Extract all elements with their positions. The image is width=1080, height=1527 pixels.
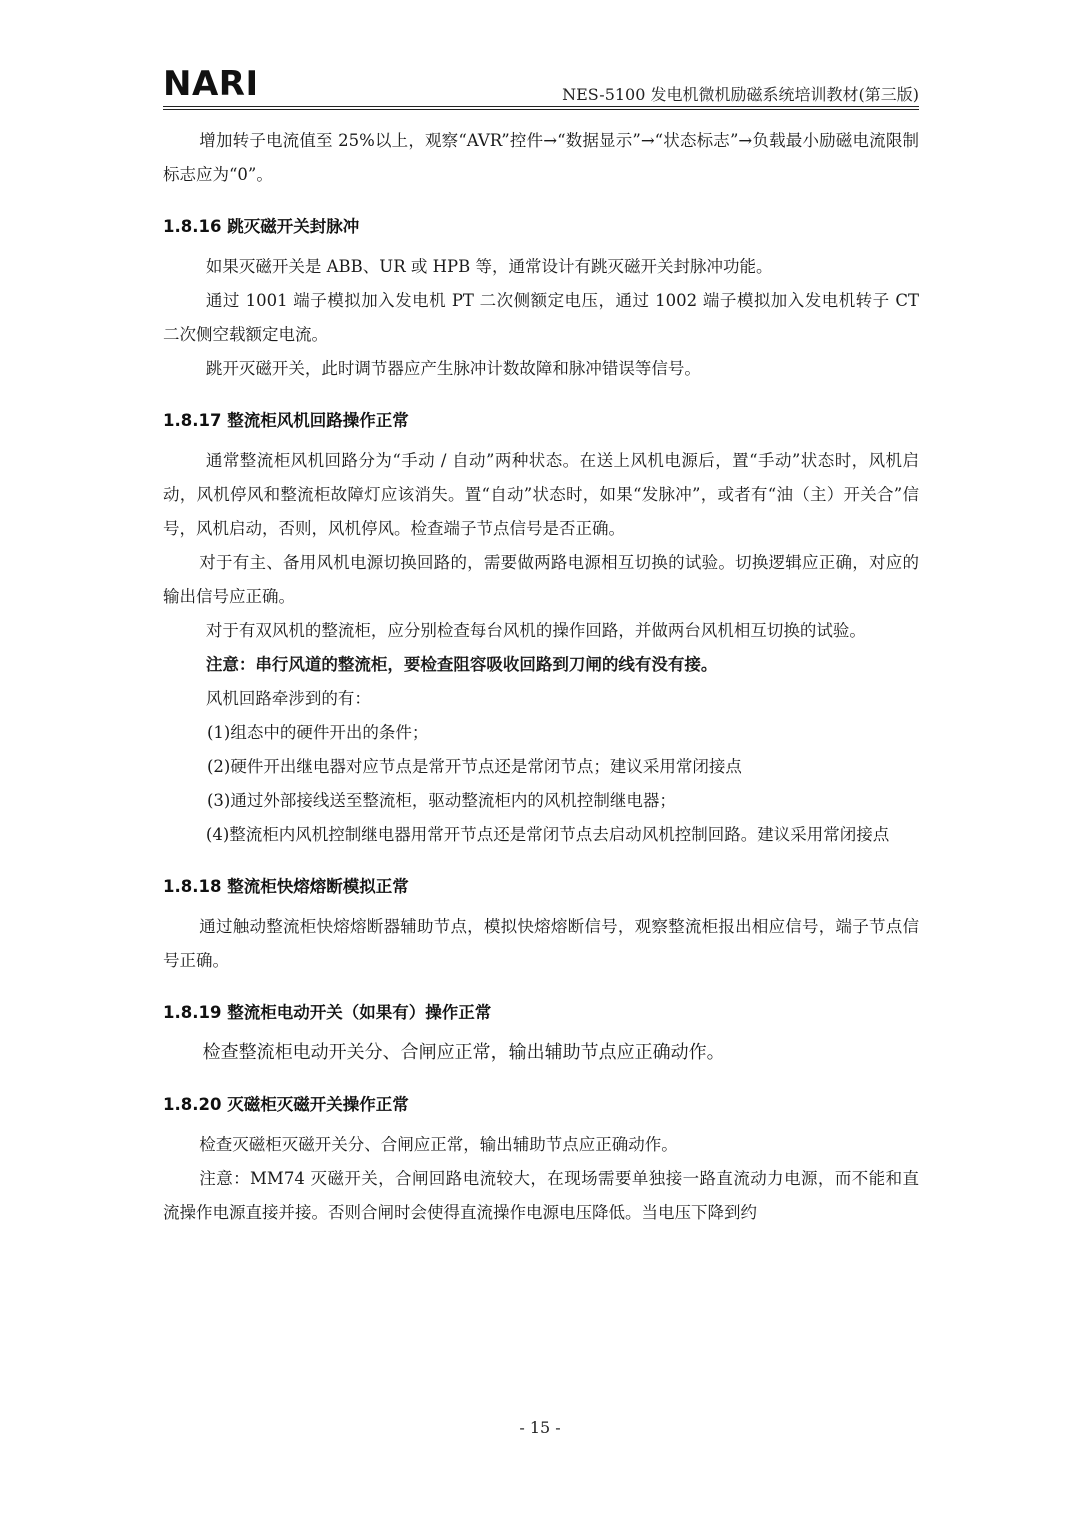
header-divider — [163, 106, 919, 110]
nari-logo: NARI — [163, 64, 259, 104]
paragraph: 跳开灭磁开关，此时调节器应产生脉冲计数故障和脉冲错误等信号。 — [205, 359, 701, 378]
section-heading-1-8-19: 1.8.19 整流柜电动开关（如果有）操作正常 — [163, 1003, 492, 1022]
section-heading-1-8-16: 1.8.16 跳灭磁开关封脉冲 — [163, 217, 360, 236]
section-heading-1-8-20: 1.8.20 灭磁柜灭磁开关操作正常 — [163, 1095, 409, 1114]
paragraph: 注意：MM74 灭磁开关，合闸回路电流较大，在现场需要单独接一路直流动力电源，而不能和直流操作电源直接并接。否则合闸时会使得直流操作电源电压降低。当电压下降到约 — [163, 1169, 919, 1222]
paragraph: 通常整流柜风机回路分为“手动 / 自动”两种状态。在送上风机电源后，置“手动”状态时，风机启动，风机停风和整流柜故障灯应该消失。置“自动”状态时，如果“发脉冲”，或者有“油（主）开关合”信号，风机启动，否则，风机停风。检查端子节点信号是否正确。 — [163, 451, 919, 538]
paragraph: 通过触动整流柜快熔熔断器辅助节点，模拟快熔熔断信号，观察整流柜报出相应信号，端子节点信号正确。 — [163, 917, 919, 970]
list-item: (1)组态中的硬件开出的条件； — [207, 723, 429, 742]
list-item: (4)整流柜内风机控制继电器用常开节点还是常闭节点去启动风机控制回路。建议采用常闭接点 — [205, 825, 890, 844]
page-number: - 15 - — [519, 1418, 561, 1437]
page-body — [163, 124, 919, 1230]
note-bold: 注意：串行风道的整流柜，要检查阻容吸收回路到刀闸的线有没有接。 — [205, 655, 718, 674]
intro-paragraph: 增加转子电流值至 25%以上，观察“AVR”控件→“数据显示”→“状态标志”→负载最小励磁电流限制标志应为“0”。 — [163, 131, 919, 184]
section-heading-1-8-18: 1.8.18 整流柜快熔熔断模拟正常 — [163, 877, 409, 896]
list-item: (2)硬件开出继电器对应节点是常开节点还是常闭节点；建议采用常闭接点 — [207, 757, 742, 776]
page-header — [163, 62, 919, 106]
paragraph: 通过 1001 端子模拟加入发电机 PT 二次侧额定电压，通过 1002 端子模拟加入发电机转子 CT 二次侧空载额定电流。 — [163, 291, 919, 344]
section-heading-1-8-17: 1.8.17 整流柜风机回路操作正常 — [163, 411, 409, 430]
paragraph: 如果灭磁开关是 ABB、UR 或 HPB 等，通常设计有跳灭磁开关封脉冲功能。 — [205, 257, 773, 276]
paragraph: 检查整流柜电动开关分、合闸应正常，输出辅助节点应正确动作。 — [202, 1042, 725, 1063]
paragraph: 检查灭磁柜灭磁开关分、合闸应正常，输出辅助节点应正确动作。 — [199, 1135, 678, 1154]
document-title: NES-5100 发电机微机励磁系统培训教材(第三版) — [562, 85, 919, 104]
paragraph: 对于有主、备用风机电源切换回路的，需要做两路电源相互切换的试验。切换逻辑应正确，对应的输出信号应正确。 — [163, 553, 919, 606]
list-intro: 风机回路牵涉到的有： — [205, 689, 371, 708]
paragraph: 对于有双风机的整流柜，应分别检查每台风机的操作回路，并做两台风机相互切换的试验。 — [205, 621, 866, 640]
list-item: (3)通过外部接线送至整流柜，驱动整流柜内的风机控制继电器； — [207, 791, 676, 810]
